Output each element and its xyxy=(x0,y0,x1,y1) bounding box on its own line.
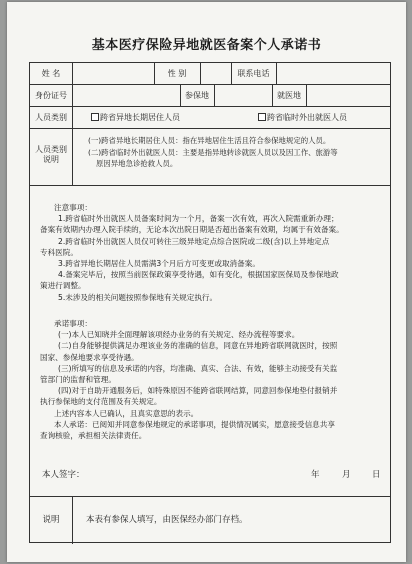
commitment-line: 执行参保地的支付范围及有关规定。 xyxy=(40,397,162,407)
row-divider xyxy=(30,496,390,497)
option-temporary-outbound[interactable] xyxy=(258,113,347,123)
description-line: 原因异地急诊抢救人员。 xyxy=(96,159,178,168)
id-number-label: 身份证号 xyxy=(35,91,67,100)
date-month-label: 月 xyxy=(342,470,351,480)
notice-line: 1.跨省临时外出就医人员备案时间为一个月，备案一次有效，再次入院需重新办理； xyxy=(58,214,339,224)
row-divider xyxy=(30,106,390,107)
date-day-label: 日 xyxy=(372,470,381,480)
notice-line: 4.备案完毕后，按照当前医保政策享受待遇，如有变化，根据国家医保局及参保地政 xyxy=(58,270,339,280)
document-page xyxy=(7,2,406,562)
gender-label: 性 别 xyxy=(167,69,187,78)
footer-text: 本表有参保人填写，由医保经办部门存档。 xyxy=(86,515,248,525)
notice-heading: 注意事项： xyxy=(54,203,92,212)
commitment-line: 上述内容本人已确认，且真实意思的表示。 xyxy=(54,408,199,418)
commitment-heading: 承诺事项： xyxy=(54,319,92,328)
notice-line: 5.未涉及的相关问题按照参保地有关规定执行。 xyxy=(58,292,218,302)
description-line: (一)跨省异地长期居住人员：指在异地居住生活且符合参保地规定的人员。 xyxy=(88,136,331,145)
option-label: 跨省临时外出就医人员 xyxy=(267,113,347,122)
commitment-line: (三)所填写的信息及承诺的内容，均准确、真实、合法、有效，能够主动接受有关监 xyxy=(58,363,338,373)
column-divider xyxy=(276,63,277,84)
checkbox-icon[interactable] xyxy=(258,113,266,121)
row-divider xyxy=(30,84,390,85)
row-divider xyxy=(30,185,390,186)
description-line: (二)跨省临时外出就医人员：主要是指异地转诊就医人员以及因工作、旅游等 xyxy=(88,147,338,157)
commitment-line: (二)自身能够提供满足办理该业务的准确的信息，同意在异地跨省联网就医时，按照 xyxy=(58,341,338,351)
commitment-line: 查询核验，承担相关法律责任。 xyxy=(40,431,147,441)
row-divider xyxy=(30,128,390,129)
option-long-term-resident[interactable] xyxy=(91,113,180,123)
commitment-line: (四)对于自助开通服务后，如特殊原因不能跨省联网结算，同意回参保地垫付报销并 xyxy=(58,386,338,396)
footer-label: 说明 xyxy=(42,515,60,525)
category-note-label xyxy=(30,145,72,165)
phone-label: 联系电话 xyxy=(237,69,270,78)
column-divider xyxy=(72,496,73,544)
commitment-line: 本人承诺：已阅知并同意参保地规定的承诺事项，提供情况属实，愿意接受信息共享 xyxy=(54,419,335,429)
category-note-label-line: 人员类别 xyxy=(35,145,67,154)
option-label: 跨省异地长期居住人员 xyxy=(100,113,180,122)
insured-place-label: 参保地 xyxy=(185,91,209,100)
commitment-section xyxy=(40,318,338,441)
commitment-line: (一)本人已知晓并全面理解该项经办业务的有关规定、经办流程等要求。 xyxy=(58,330,300,340)
category-note-label-line: 说明 xyxy=(43,155,59,164)
checkbox-icon[interactable] xyxy=(91,113,99,121)
category-description xyxy=(88,135,338,170)
date-year-label: 年 xyxy=(311,470,320,480)
commitment-line: 国家、参保地要求享受待遇。 xyxy=(40,352,139,362)
page-title: 基本医疗保险异地就医备案个人承诺书 xyxy=(91,38,322,53)
signature-label: 本人签字： xyxy=(42,470,85,480)
treatment-place-label: 就医地 xyxy=(277,91,301,100)
column-divider xyxy=(200,63,201,84)
category-label: 人员类别 xyxy=(35,113,67,122)
commitment-form xyxy=(29,62,391,543)
notice-line: 2.跨省临时外出就医人员仅可转往三级异地定点综合医院或二级(含)以上异地定点 xyxy=(58,236,330,246)
column-divider xyxy=(214,84,215,106)
notice-line: 备案有效期内办理入院手续的，无论本次出院日期是否超出备案有效期，均属于有效备案。 xyxy=(40,225,344,235)
notice-section xyxy=(40,202,344,303)
notice-line: 专科医院。 xyxy=(40,247,78,257)
column-divider xyxy=(306,84,307,106)
notice-line: 3.跨省异地长期居住人员需满3个月后方可变更或取消备案。 xyxy=(58,259,260,269)
notice-line: 策进行调整。 xyxy=(40,281,86,291)
name-label: 姓 名 xyxy=(41,69,61,78)
signature-field[interactable] xyxy=(100,466,300,480)
column-divider xyxy=(72,63,73,185)
commitment-line: 管部门的监督和管理。 xyxy=(40,375,116,385)
